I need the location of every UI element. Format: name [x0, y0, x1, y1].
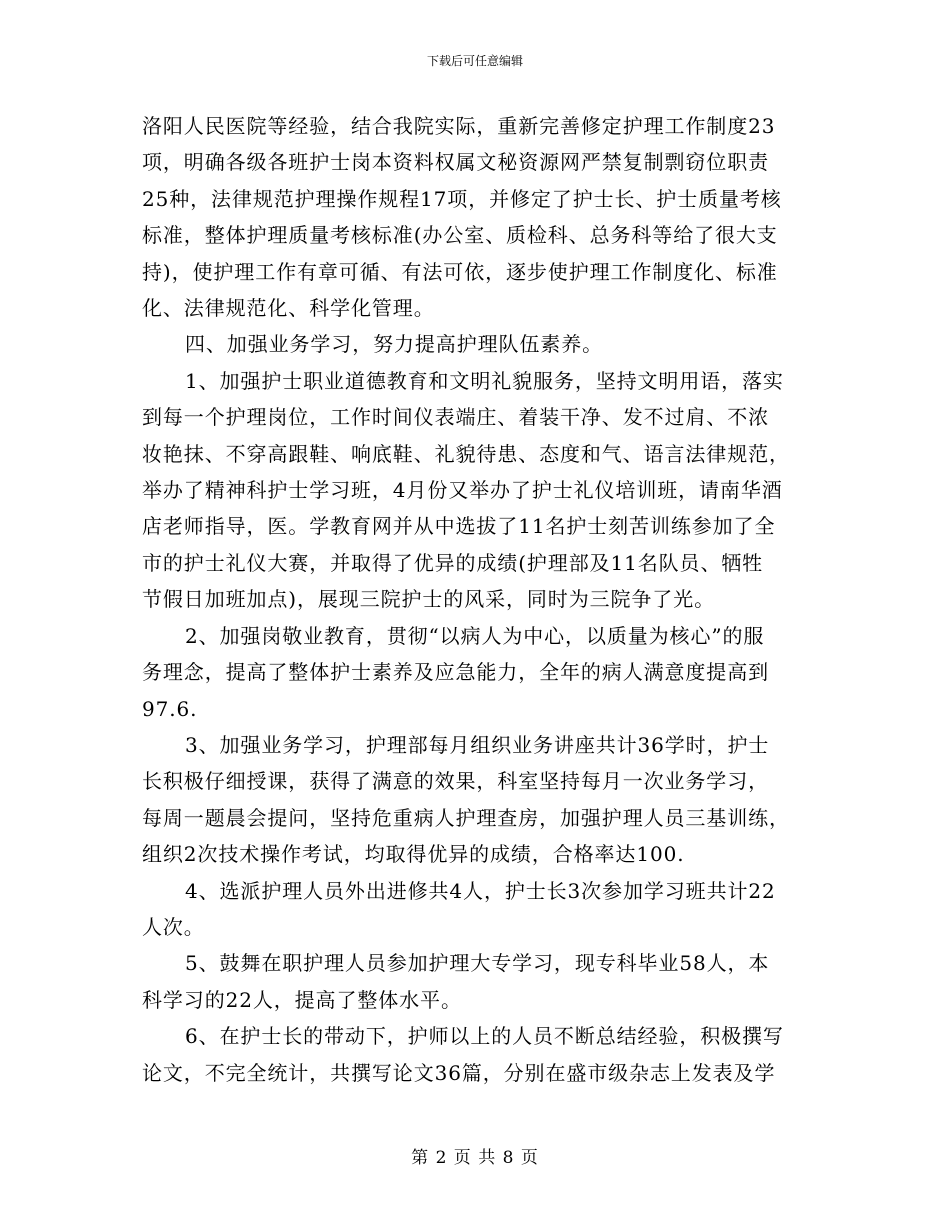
page-number-footer: 第 2 页 共 8 页	[411, 1148, 539, 1168]
paragraph-line: 持)，使护理工作有章可循、有法可依，逐步使护理工作制度化、标准	[142, 259, 778, 284]
paragraph-line: 化、法律规范化、科学化管理。	[142, 296, 435, 321]
paragraph-line: 务理念，提高了整体护士素养及应急能力，全年的病人满意度提高到	[142, 660, 769, 685]
page-header-note: 下载后可任意编辑	[426, 54, 523, 68]
paragraph-line: 到每一个护理岗位，工作时间仪表端庄、着装干净、发不过肩、不浓	[142, 405, 769, 430]
paragraph-line: 标准，整体护理质量考核标准(办公室、质检科、总务科等给了很大支	[142, 223, 778, 248]
paragraph-first-line: 4、选派护理人员外出进修共4人，护士长3次参加学习班共计22	[185, 878, 776, 903]
paragraph-first-line: 5、鼓舞在职护理人员参加护理大专学习，现专科毕业58人，本	[185, 951, 770, 976]
document-body	[142, 108, 814, 1091]
paragraph-line: 举办了精神科护士学习班，4月份又举办了护士礼仪培训班，请南华酒	[142, 478, 783, 503]
paragraph-line: 长积极仔细授课，获得了满意的效果，科室坚持每月一次业务学习，	[142, 769, 769, 794]
paragraph-line: 市的护士礼仪大赛，并取得了优异的成绩(护理部及11名队员、牺牲	[142, 550, 764, 575]
paragraph-first-line: 6、在护士长的带动下，护师以上的人员不断总结经验，积极撰写	[185, 1024, 784, 1049]
paragraph-first-line: 3、加强业务学习，护理部每月组织业务讲座共计36学时，护士	[185, 732, 770, 757]
paragraph-line: 节假日加班加点)，展现三院护士的风采，同时为三院争了光。	[142, 587, 716, 612]
paragraph-first-line: 四、加强业务学习，努力提高护理队伍素养。	[185, 332, 603, 357]
paragraph-line: 组织2次技术操作考试，均取得优异的成绩，合格率达100.	[142, 842, 685, 867]
paragraph-first-line: 2、加强岗敬业教育，贯彻“以病人为中心，以质量为核心”的服	[185, 623, 765, 648]
paragraph-line: 妆艳抹、不穿高跟鞋、响底鞋、礼貌待患、态度和气、语言法律规范，	[142, 441, 790, 466]
paragraph-line: 97.6.	[142, 696, 198, 721]
paragraph-first-line: 1、加强护士职业道德教育和文明礼貌服务，坚持文明用语，落实	[185, 368, 784, 393]
paragraph-line: 项，明确各级各班护士岗本资料权属文秘资源网严禁复制剽窃位职责	[142, 150, 769, 175]
paragraph-line: 人次。	[142, 914, 205, 939]
paragraph-first-line: 洛阳人民医院等经验，结合我院实际，重新完善修定护理工作制度23	[142, 114, 776, 138]
paragraph-line: 科学习的22人，提高了整体水平。	[142, 987, 462, 1012]
paragraph-line: 每周一题晨会提问，坚持危重病人护理查房，加强护理人员三基训练，	[142, 805, 790, 830]
paragraph-line: 论文，不完全统计，共撰写论文36篇，分别在盛市级杂志上发表及学	[142, 1060, 776, 1085]
paragraph-line: 店老师指导，医。学教育网并从中选拔了11名护士刻苦训练参加了全	[142, 514, 776, 539]
paragraph-line: 25种，法律规范护理操作规程17项，并修定了护士长、护士质量考核	[142, 186, 782, 211]
